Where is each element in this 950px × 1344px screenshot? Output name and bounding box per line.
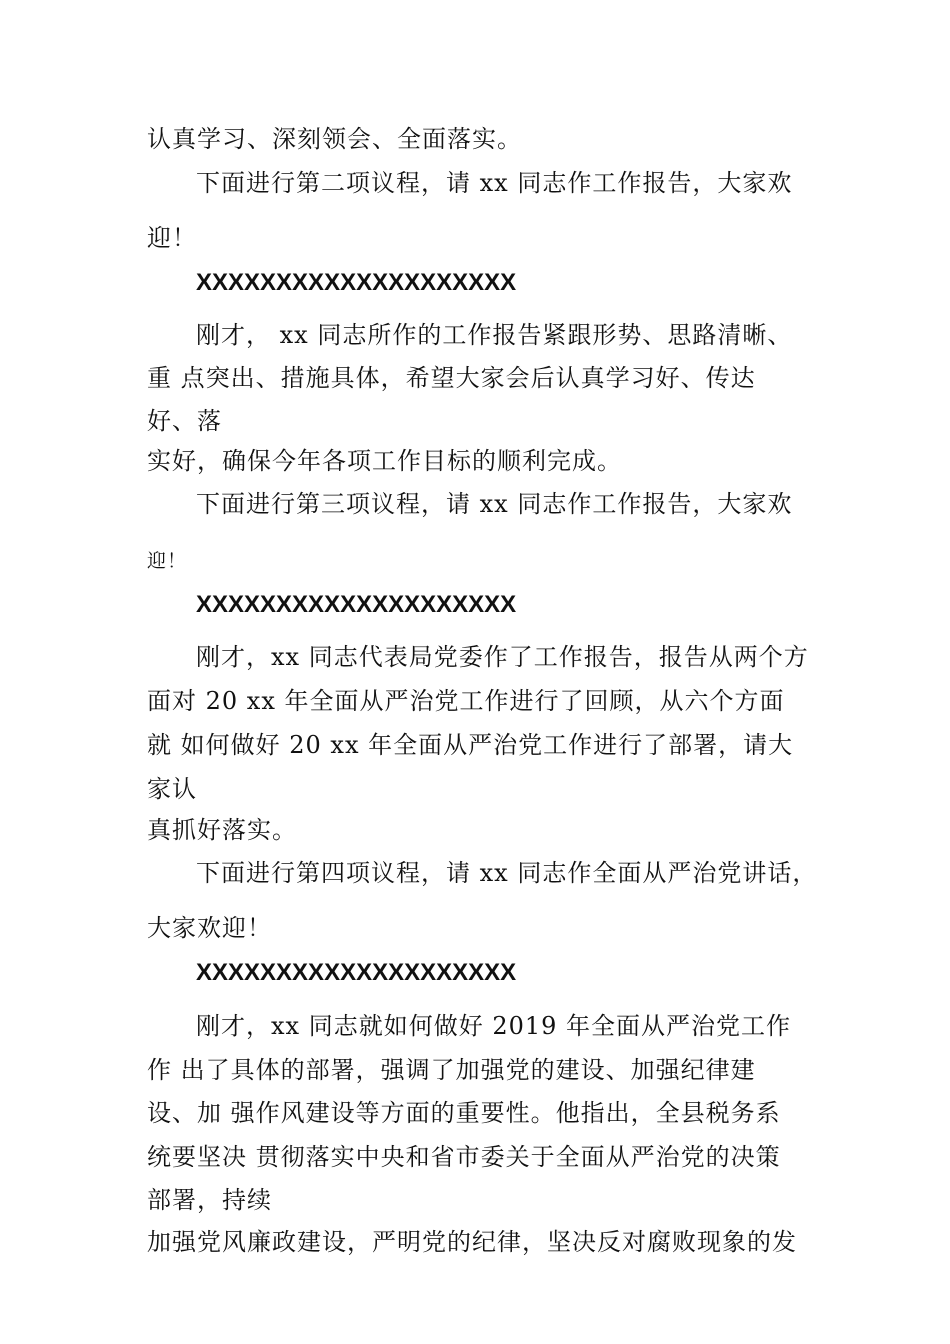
text-line: 统要坚决 贯彻落实中央和省市委关于全面从严治党的决策: [147, 1143, 781, 1171]
section-heading: XXXXXXXXXXXXXXXXXXXX: [196, 591, 517, 618]
text-line: 部署，持续: [147, 1186, 272, 1214]
section-heading: XXXXXXXXXXXXXXXXXXXX: [196, 959, 517, 986]
text-line: 刚才，xx 同志就如何做好 2019 年全面从严治党工作: [196, 1012, 792, 1040]
text-line: 作 出了具体的部署，强调了加强党的建设、加强纪律建: [147, 1056, 756, 1084]
text-line: 家认: [147, 775, 197, 803]
text-line: 面对 20 xx 年全面从严治党工作进行了回顾，从六个方面: [147, 687, 785, 715]
text-line: 大家欢迎！: [147, 914, 272, 942]
text-line: 加强党风廉政建设，严明党的纪律，坚决反对腐败现象的发: [147, 1228, 797, 1256]
text-line: 下面进行第四项议程，请 xx 同志作全面从严治党讲话，: [196, 859, 818, 887]
text-line: 认真学习、深刻领会、全面落实。: [147, 125, 522, 153]
text-line: 实好，确保今年各项工作目标的顺利完成。: [147, 447, 622, 475]
text-line: 真抓好落实。: [147, 816, 297, 844]
text-line: 好、落: [147, 407, 222, 435]
text-line: 刚才，xx 同志代表局党委作了工作报告，报告从两个方: [196, 643, 809, 671]
section-heading: XXXXXXXXXXXXXXXXXXXX: [196, 269, 517, 296]
text-line: 就 如何做好 20 xx 年全面从严治党工作进行了部署，请大: [147, 731, 794, 759]
text-line: 设、加 强作风建设等方面的重要性。他指出，全县税务系: [147, 1099, 781, 1127]
text-line: 刚才， xx 同志所作的工作报告紧跟形势、思路清晰、: [196, 321, 793, 349]
text-line: 重 点突出、措施具体，希望大家会后认真学习好、传达: [147, 364, 756, 392]
text-line: 迎！: [147, 224, 197, 252]
text-line: 下面进行第二项议程，请 xx 同志作工作报告，大家欢: [196, 169, 793, 197]
text-line: 迎！: [147, 550, 188, 572]
text-line: 下面进行第三项议程，请 xx 同志作工作报告，大家欢: [196, 490, 793, 518]
